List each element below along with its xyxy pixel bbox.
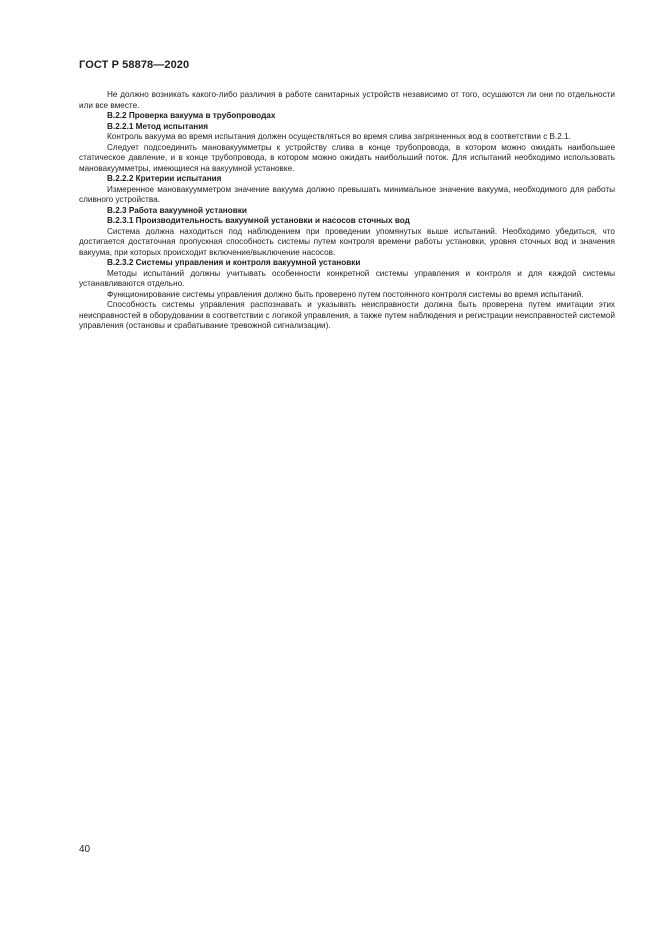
section-heading: В.2.2 Проверка вакуума в трубопроводах	[107, 111, 276, 120]
paragraph: Измеренное мановакуумметром значение вакуума должно превышать минимальное значение вакуума, необходимого для работы сливного устройства.	[79, 184, 615, 204]
subsection-heading: В.2.2.1 Метод испытания	[107, 121, 209, 131]
subsection-heading: В.2.3.1 Производительность вакуумной установки и насосов сточных вод	[107, 216, 410, 225]
paragraph: Контроль вакуума во время испытания должен осуществляться во время слива загрязненных вод в соответствии с В.2.1.	[107, 132, 571, 141]
subsection-heading: В.2.2.2 Критерии испытания	[107, 174, 222, 183]
paragraph: Система должна находиться под наблюдением при проведении упомянутых выше испытаний. Необходимо убедиться, что достигается достаточная пропускная способность системы путем контроля времени работы установки, уровня сточных вод и значения вакуума, при которых происходит включение/выключение насосов.	[79, 226, 615, 257]
section-heading: В.2.3 Работа вакуумной установки	[107, 205, 247, 215]
document-header: ГОСТ Р 58878—2020	[79, 59, 190, 71]
subsection-heading: В.2.3.2 Системы управления и контроля вакуумной установки	[107, 258, 361, 267]
document-body	[79, 90, 615, 332]
page-number: 40	[79, 844, 91, 855]
paragraph: Функционирование системы управления должно быть проверено путем постоянного контроля системы во время испытаний.	[107, 289, 584, 299]
paragraph: Следует подсоединить мановакуумметры к устройству слива в конце трубопровода, в котором можно ожидать наибольшее статическое давление, и в конце трубопровода, в котором можно ожидать наибольший поток. Для испытаний необходимо использовать мановакуумметры, имеющиеся на вакуумной установке.	[79, 142, 615, 173]
paragraph: Не должно возникать какого-либо различия в работе санитарных устройств независимо от того, осушаются ли они по отдельности или все вместе.	[79, 90, 615, 110]
paragraph: Способность системы управления распознавать и указывать неисправности должна быть проверена путем имитации этих неисправностей в оборудовании в соответствии с логикой управления, а также путем наблюдения и регистрации неисправностей системой управления (остановы и срабатывание тревожной сигнализации).	[79, 300, 615, 330]
paragraph: Методы испытаний должны учитывать особенности конкретной системы управления и контроля и для каждой системы устанавливаются отдельно.	[79, 268, 615, 288]
